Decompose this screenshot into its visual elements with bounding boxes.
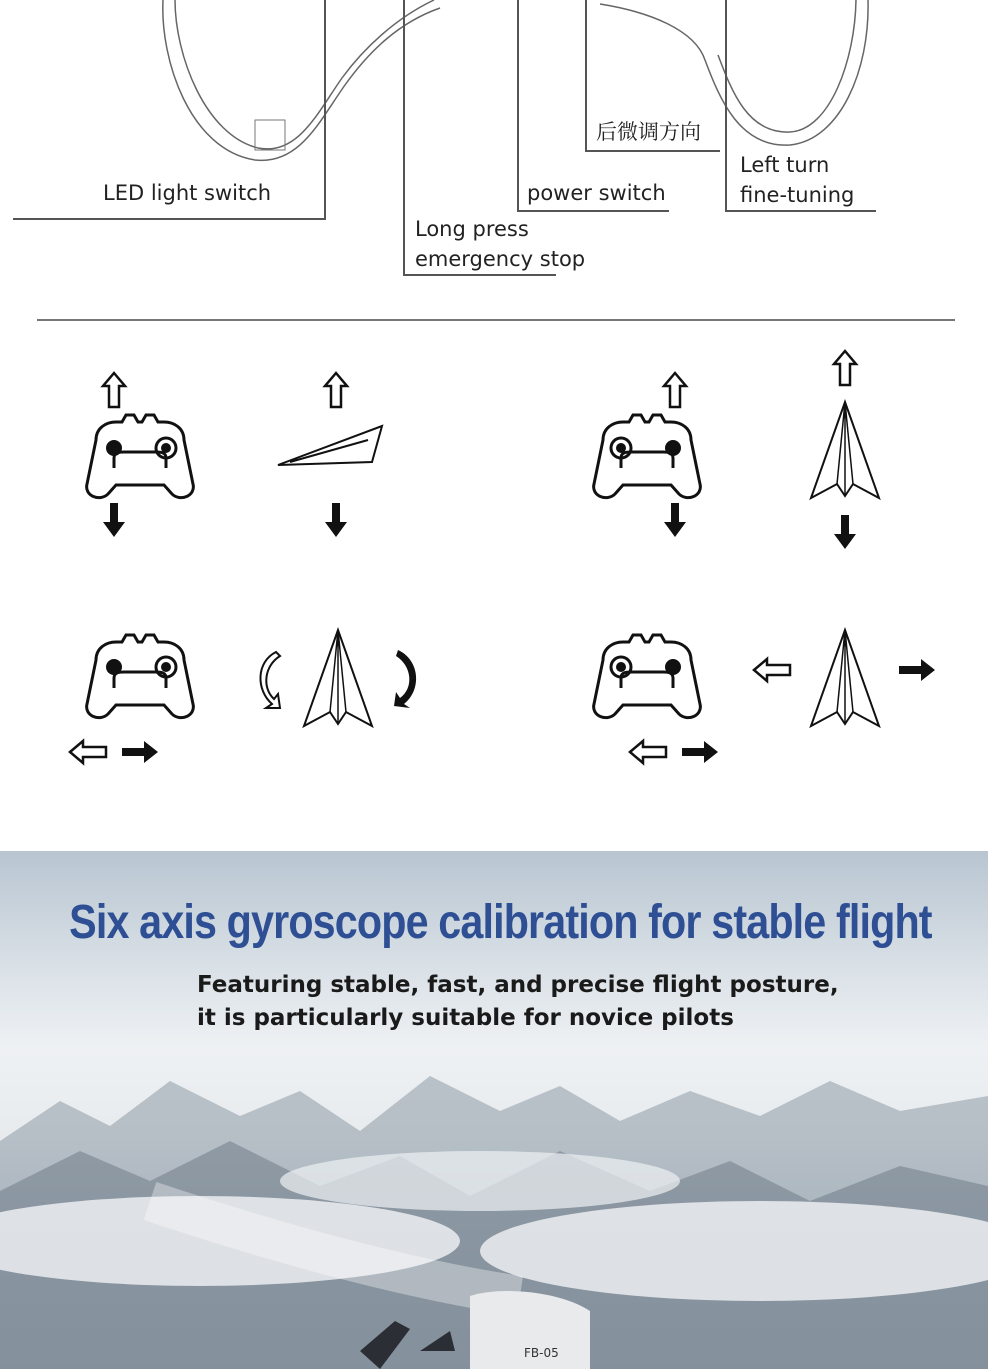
right-stick-active-icon bbox=[665, 659, 681, 675]
controller-diagram bbox=[0, 0, 988, 300]
up-arrow-icon bbox=[325, 373, 347, 407]
banner-subline-1: Featuring stable, fast, and precise flight posture, bbox=[197, 972, 839, 998]
rear-trim-label: 后微调方向 bbox=[596, 120, 701, 144]
up-arrow-icon bbox=[103, 373, 125, 407]
down-arrow-icon bbox=[664, 503, 686, 537]
led-switch-label: LED light switch bbox=[103, 181, 272, 205]
right-arrow-icon bbox=[899, 659, 935, 681]
left-turn-callout-hline bbox=[725, 210, 876, 212]
banner-headline: Six axis gyroscope calibration for stable flight bbox=[69, 896, 932, 949]
left-arrow-icon bbox=[630, 741, 666, 763]
controller-icon bbox=[594, 635, 701, 718]
emergency-callout-hline bbox=[403, 274, 556, 276]
left-arrow-icon bbox=[70, 741, 106, 763]
emergency-label-line1: Long press bbox=[415, 217, 529, 241]
plane-top-icon bbox=[811, 630, 879, 726]
emergency-callout-vline bbox=[403, 0, 405, 276]
plane-top-icon bbox=[304, 630, 372, 726]
left-stick-active-icon bbox=[106, 440, 122, 456]
rear-trim-callout-vline bbox=[585, 0, 587, 152]
section-divider bbox=[37, 319, 955, 321]
ascend-descend-group bbox=[87, 373, 382, 537]
power-callout-hline bbox=[517, 210, 669, 212]
plane-side-icon bbox=[278, 426, 382, 465]
banner-subline-2: it is particularly suitable for novice pilots bbox=[197, 1005, 734, 1031]
forward-backward-group bbox=[594, 351, 879, 549]
left-turn-label-line2: fine-tuning bbox=[740, 183, 855, 207]
down-arrow-icon bbox=[103, 503, 125, 537]
power-switch-label: power switch bbox=[527, 181, 666, 205]
right-arrow-icon bbox=[122, 741, 158, 763]
emergency-label-line2: emergency stop bbox=[415, 247, 586, 271]
heli-tag: FB-05 bbox=[524, 1346, 559, 1360]
rotate-left-icon bbox=[260, 652, 280, 708]
plane-top-icon bbox=[811, 402, 879, 498]
sideways-group bbox=[594, 630, 935, 763]
right-stick-active-icon bbox=[665, 440, 681, 456]
led-callout-vline bbox=[324, 0, 326, 220]
power-callout-vline bbox=[517, 0, 519, 212]
rear-trim-callout-hline bbox=[585, 150, 720, 152]
controller-icon bbox=[594, 415, 701, 498]
left-arrow-icon bbox=[754, 659, 790, 681]
down-arrow-icon bbox=[834, 515, 856, 549]
left-stick-active-icon bbox=[106, 659, 122, 675]
up-arrow-icon bbox=[834, 351, 856, 385]
rotate-right-icon bbox=[394, 650, 416, 708]
stick-operation-icons bbox=[0, 330, 988, 830]
controller-icon bbox=[87, 635, 194, 718]
left-turn-callout-vline bbox=[725, 0, 727, 212]
left-turn-label-line1: Left turn bbox=[740, 153, 830, 177]
right-arrow-icon bbox=[682, 741, 718, 763]
down-arrow-icon bbox=[325, 503, 347, 537]
rotate-group bbox=[70, 630, 416, 763]
led-callout-hline bbox=[13, 218, 326, 220]
up-arrow-icon bbox=[664, 373, 686, 407]
controller-icon bbox=[87, 415, 194, 498]
